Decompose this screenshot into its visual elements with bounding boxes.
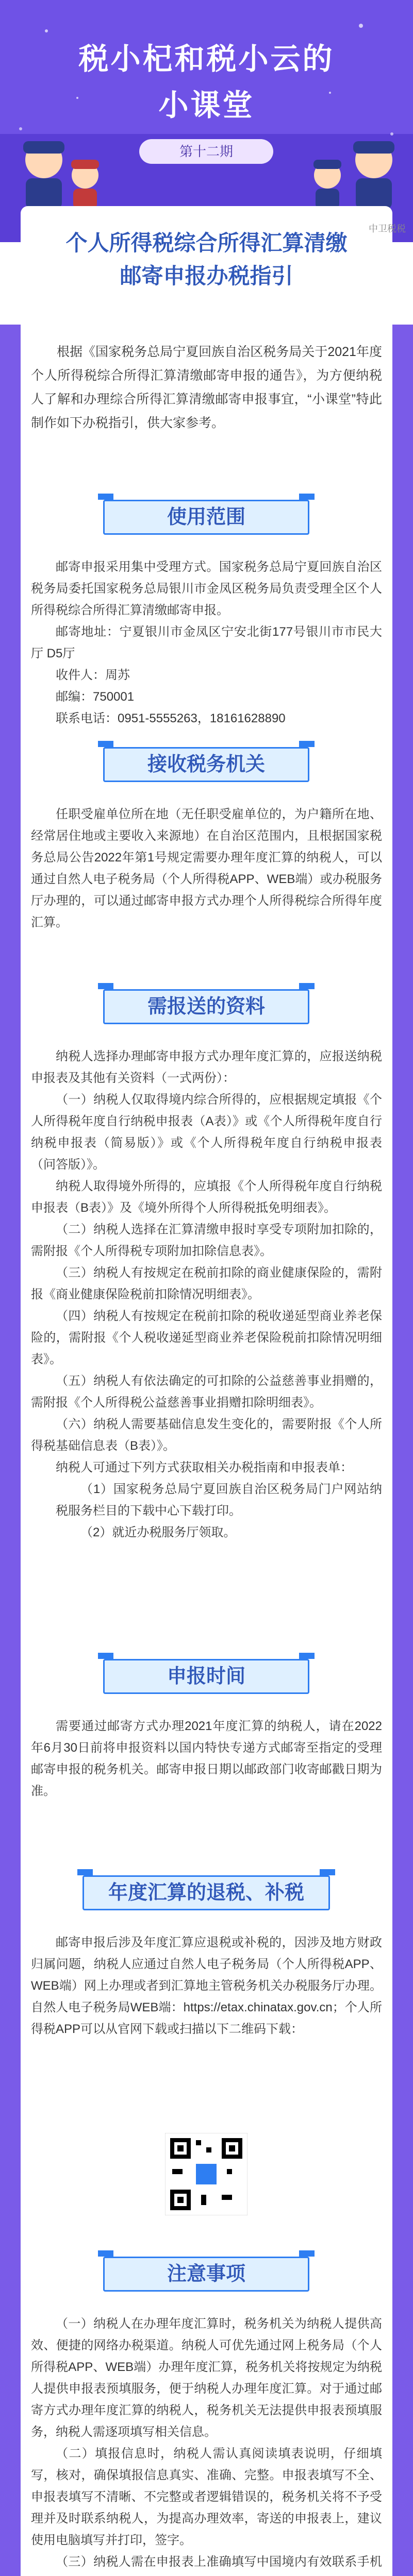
qr-code-icon	[165, 2133, 247, 2215]
section-header-scope: 使用范围	[103, 489, 309, 541]
section-header-documents: 需报送的资料	[103, 979, 309, 1030]
mascot-small-icon	[62, 155, 108, 211]
watermark-text: 中卫税税	[369, 224, 406, 234]
issue-label: 第十二期	[139, 139, 273, 164]
section-tax-authority-body: 任职受雇单位所在地（无任职受雇单位的，为户籍所在地、经常居住地或主要收入来源地）在自治区范围内，且根据国家税务总局公告2022年第1号规定需要办理年度汇算的纳税人，可以通过自然人电子税务局（个人所得税APP、WEB端）或办税服务厅办理的，可以通过邮寄申报方式办理个人所得税综合所得年度汇算。	[31, 807, 382, 929]
section-header-notes: 注意事项	[103, 2246, 309, 2298]
intro-paragraph: 根据《国家税务总局宁夏回族自治区税务局关于2021年度个人所得税综合所得汇算清缴邮寄申报的通告》，为方便纳税人了解和办理综合所得汇算清缴邮寄申报事宜，“小课堂”特此制作如下办税指引，供大家参考。	[31, 345, 382, 430]
section-notes-body: （一）纳税人在办理年度汇算时，税务机关为纳税人提供高效、便捷的网络办税渠道。纳税人可优先通过网上税务局（个人所得税APP、WEB端）办理年度汇算，税务机关将按规定为纳税人提供申报表预填服务，便于纳税人办理年度汇算。对于通过邮寄方式办理年度汇算的纳税人，税务机关无法提供申报表预填服务，纳税人需逐项填写相关信息。 （二）填报信息时，纳税人需认真阅读填表说明，仔细填写，核对，确保填报信息真实、准确、完整。申报表填写不全、申报表填写不清晰、不完整或者逻辑错误的，税务机关将不予受理并及时联系纳税人，为提高办理效率，寄送的申报表上，建议使用电脑填写并打印，签字。 （三）纳税人需在申报表上准确填写中国境内有效联系手机	[31, 2317, 382, 2569]
section-header-refund: 年度汇算的退税、补税	[82, 1865, 330, 1917]
mascot-right-icon	[340, 134, 407, 211]
section-header-tax-authority: 接收税务机关	[103, 737, 309, 788]
section-refund-body: 邮寄申报后涉及年度汇算应退税或补税的，因涉及地方财政归属问题，纳税人应通过自然人电子税务局（个人所得税APP、WEB端）网上办理或者到汇算地主管税务机关办税服务厅办理。自然人电子税务局WEB端：https://etax.chinatax.gov.cn；个人所得税APP可以从官网下载或扫描以下二维码下载：	[31, 1936, 382, 2036]
section-header-time: 申报时间	[103, 1649, 309, 1700]
document-title: 个人所得税综合所得汇算清缴 邮寄申报办税指引	[65, 231, 348, 288]
section-scope-body: 邮寄申报采用集中受理方式。国家税务总局宁夏回族自治区税务局委托国家税务总局银川市金凤区税务局负责受理全区个人所得税综合所得汇算清缴邮寄申报。 邮寄地址：宁夏银川市金凤区宁安北街177号银川市市民大厅 D5厅 收件人：周苏 邮编：750001 联系电话：0951-5555263，18161628890	[31, 560, 382, 725]
app-qr-code[interactable]	[165, 2133, 247, 2215]
section-documents-body: 纳税人选择办理邮寄申报方式办理年度汇算的，应报送纳税申报表及其他有关资料（一式两份）： （一）纳税人仅取得境内综合所得的，应根据规定填报《个人所得税年度自行纳税申报表（A表）》或《个人所得税年度自行纳税申报表（简易版）》或《个人所得税年度自行纳税申报表（问答版）》。 纳税人取得境外所得的，应填报《个人所得税年度自行纳税申报表（B表）》及《境外所得个人所得税抵免明细表》。 （二）纳税人选择在汇算清缴申报时享受专项附加扣除的，需附报《个人所得税专项附加扣除信息表》。 （三）纳税人有按规定在税前扣除的商业健康保险的，需附报《商业健康保险税前扣除情况明细表》。 （四）纳税人有按规定在税前扣除的税收递延型商业养老保险的，需附报《个人税收递延型商业养老保险税前扣除情况明细表》。 （五）纳税人有依法确定的可扣除的公益慈善事业捐赠的，需附报《个人所得税公益慈善事业捐赠扣除明细表》。 （六）纳税人需要基础信息发生变化的，需要附报《个人所得税基础信息表（B表）》。 纳税人可通过下列方式获取相关办税指南和申报表单： （1）国家税务总局宁夏回族自治区税务局门户网站纳税服务栏目的下载中心下载打印。 （2）就近办税服务厅领取。	[31, 1049, 382, 1539]
section-time-body: 需要通过邮寄方式办理2021年度汇算的纳税人，请在2022年6月30日前将申报资料以国内特快专递方式邮寄至指定的受理邮寄申报的税务机关。邮寄申报日期以邮政部门收寄邮戳日期为准。	[31, 1719, 382, 1798]
hero-title: 税小杞和税小云的 小课堂	[78, 42, 335, 122]
